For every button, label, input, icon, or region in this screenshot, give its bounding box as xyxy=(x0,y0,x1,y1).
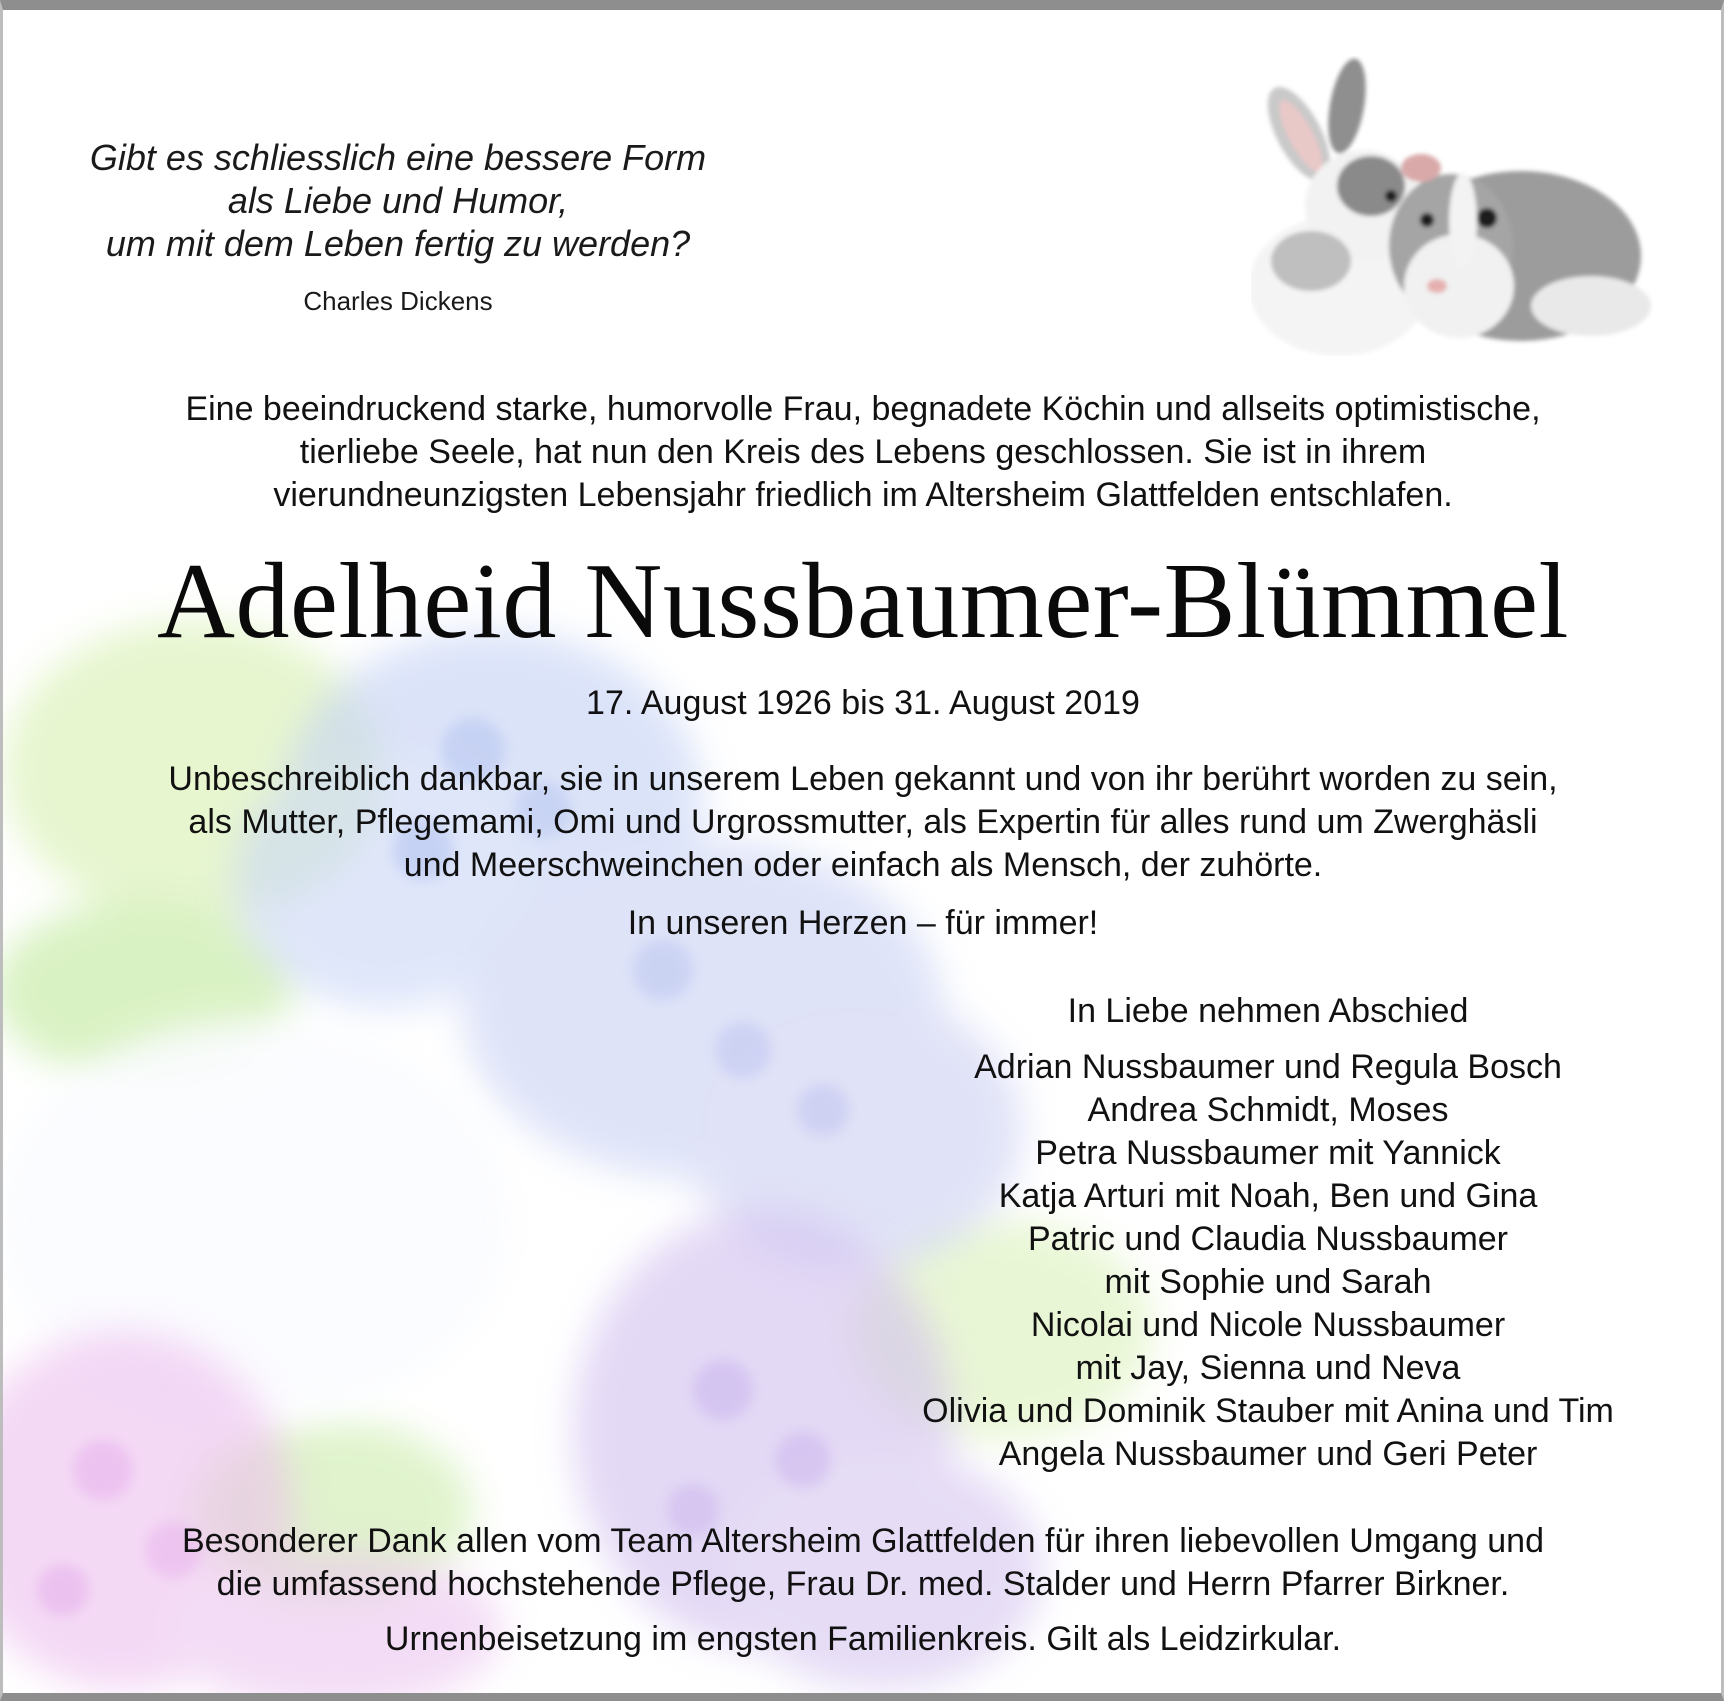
farewell-heading: In Liebe nehmen Abschied xyxy=(1067,992,1469,1030)
thanks-line: die umfassend hochstehende Pflege, Frau Dr. med. Stalder und Herrn Pfarrer Birkner. xyxy=(216,1565,1510,1603)
mourner-entry: mit Sophie und Sarah xyxy=(1104,1263,1432,1301)
in-our-hearts-line: In unseren Herzen – für immer! xyxy=(627,904,1099,942)
mourner-entry: Angela Nussbaumer und Geri Peter xyxy=(998,1435,1538,1473)
obituary-content xyxy=(3,10,1721,1693)
intro-line: Eine beeindruckend starke, humorvolle Frau, begnadete Köchin und allseits optimistische, xyxy=(185,390,1541,428)
gratitude-line: Unbeschreiblich dankbar, sie in unserem Leben gekannt und von ihr berührt worden zu sein, xyxy=(168,760,1558,798)
quote-line: als Liebe und Humor, xyxy=(227,180,569,221)
mourner-entry: Katja Arturi mit Noah, Ben und Gina xyxy=(998,1177,1538,1215)
mourner-entry: Patric und Claudia Nussbaumer xyxy=(1027,1220,1509,1258)
quote-author: Charles Dickens xyxy=(303,286,493,316)
burial-note: Urnenbeisetzung im engsten Familienkreis. Gilt als Leidzirkular. xyxy=(384,1620,1342,1658)
gratitude-line: als Mutter, Pflegemami, Omi und Urgrossmutter, als Expertin für alles rund um Zwerghäsli xyxy=(188,803,1538,841)
intro-line: tierliebe Seele, hat nun den Kreis des Lebens geschlossen. Sie ist in ihrem xyxy=(299,433,1427,471)
life-dates: 17. August 1926 bis 31. August 2019 xyxy=(586,684,1140,722)
intro-line: vierundneunzigsten Lebensjahr friedlich im Altersheim Glattfelden entschlafen. xyxy=(273,476,1453,514)
mourner-entry: mit Jay, Sienna und Neva xyxy=(1075,1349,1461,1387)
rabbit-and-guinea-pig-image xyxy=(1251,56,1661,356)
mourner-entry: Andrea Schmidt, Moses xyxy=(1087,1091,1449,1129)
gratitude-line: und Meerschweinchen oder einfach als Mensch, der zuhörte. xyxy=(403,846,1323,884)
mourner-entry: Adrian Nussbaumer und Regula Bosch xyxy=(974,1048,1562,1086)
mourner-entry: Olivia und Dominik Stauber mit Anina und Tim xyxy=(922,1392,1614,1430)
mourner-entry: Petra Nussbaumer mit Yannick xyxy=(1035,1134,1501,1172)
quote-line: Gibt es schliesslich eine bessere Form xyxy=(89,137,707,178)
intro-paragraph xyxy=(43,388,1683,517)
quote-line: um mit dem Leben fertig zu werden? xyxy=(105,223,691,264)
epigraph-quote xyxy=(33,136,763,265)
thanks-paragraph xyxy=(43,1520,1683,1606)
mourner-entry: Nicolai und Nicole Nussbaumer xyxy=(1030,1306,1506,1344)
mourners-list xyxy=(853,1046,1683,1476)
deceased-name: Adelheid Nussbaumer-Blümmel xyxy=(156,542,1570,661)
thanks-line: Besonderer Dank allen vom Team Altersheim Glattfelden für ihren liebevollen Umgang und xyxy=(181,1522,1544,1560)
gratitude-paragraph xyxy=(43,758,1683,887)
